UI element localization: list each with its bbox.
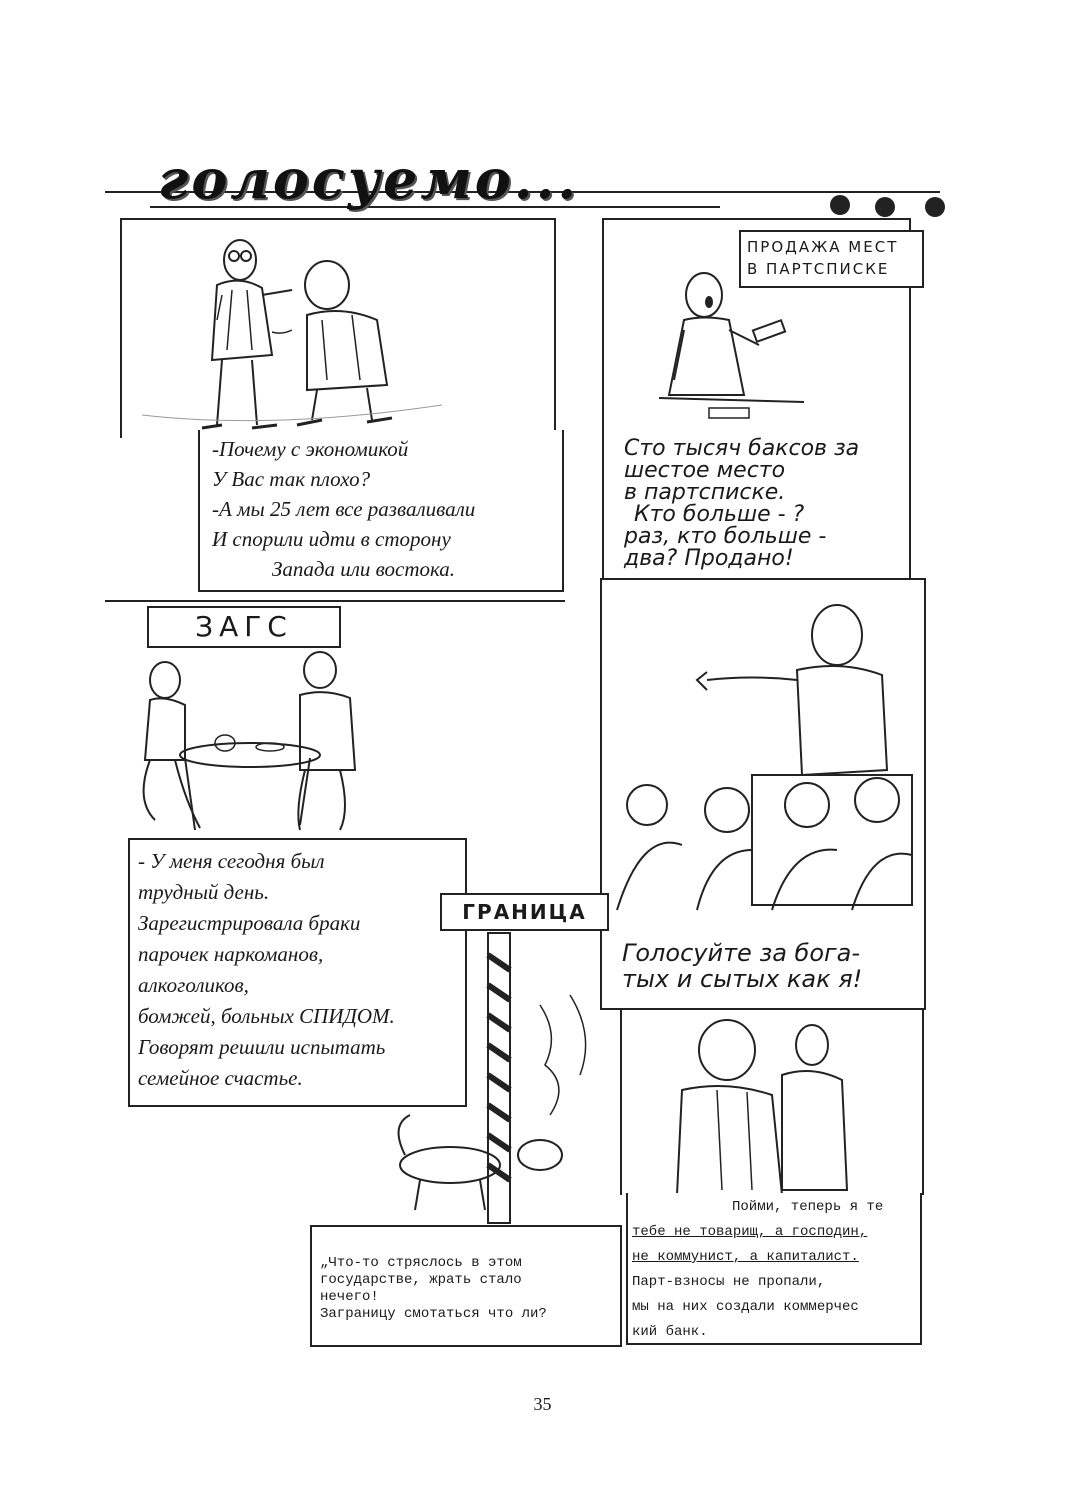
panel-auction — [602, 218, 911, 582]
caption-line: Говорят решили испытать — [138, 1035, 386, 1059]
caption-line: тых и сытых как я! — [622, 965, 863, 993]
caption-line: кий банк. — [632, 1324, 708, 1340]
caption-line: государстве, жрать стало — [320, 1272, 522, 1288]
caption-line: алкоголиков, — [138, 973, 249, 997]
caption-line: -Почему с экономикой — [212, 437, 409, 461]
caption-line: Парт-взносы не пропали, — [632, 1274, 826, 1290]
caption-line: бомжей, больных СПИДОМ. — [138, 1004, 395, 1028]
caption-line: не коммунист, а капиталист. — [632, 1249, 859, 1265]
caption-line: У Вас так плохо? — [212, 467, 371, 491]
caption-line: нечего! — [320, 1289, 379, 1305]
caption-line: И спорили идти в сторону — [212, 527, 451, 551]
panel-economy — [120, 218, 556, 438]
panel-zags — [105, 598, 575, 840]
illustration-speaker-at-podium — [602, 580, 922, 910]
illustration-two-men-arguing — [122, 220, 552, 435]
title-banner — [150, 145, 940, 215]
illustration-auctioneer — [604, 220, 904, 420]
caption-line: тебе не товарищ, а господин, — [632, 1224, 868, 1240]
illustration-border-post-dog — [310, 885, 620, 1225]
caption-capitalist — [626, 1193, 922, 1345]
caption-line: Сто тысяч баксов за — [624, 436, 860, 461]
zags-sign: ЗАГС — [147, 606, 341, 648]
caption-economy — [198, 430, 564, 592]
border-sign: ГРАНИЦА — [440, 893, 609, 931]
caption-line: шестое место — [624, 458, 786, 483]
panel-border — [310, 885, 620, 1345]
caption-line: в партсписке. — [624, 480, 786, 505]
caption-line: трудный день. — [138, 880, 270, 904]
caption-line: Кто больше - ? — [634, 502, 805, 527]
panel-capitalist — [620, 1008, 924, 1195]
caption-line: Запада или востока. — [272, 557, 456, 581]
panel-speaker — [600, 578, 926, 1010]
label-line-2: В ПАРТСПИСКЕ — [747, 260, 890, 278]
caption-line: Голосуйте за бога- — [622, 939, 861, 967]
caption-line: Заграницу смотаться что ли? — [320, 1306, 547, 1322]
caption-line: Зарегистрировала браки — [138, 911, 361, 935]
caption-border — [310, 1225, 622, 1347]
caption-line: два? Продано! — [624, 546, 794, 571]
caption-line: -А мы 25 лет все разваливали — [212, 497, 476, 521]
page-number: 35 — [533, 1394, 552, 1414]
caption-line: „Что-то стряслось в этом — [320, 1255, 522, 1271]
caption-line: - У меня сегодня был — [138, 849, 325, 873]
illustration-two-men-laughing — [622, 1010, 922, 1200]
label-line-1: ПРОДАЖА МЕСТ — [747, 238, 899, 256]
page-title: голосуемо... — [158, 147, 580, 211]
illustration-two-women-at-table — [125, 650, 385, 840]
caption-line: Пойми, теперь я те — [732, 1199, 884, 1215]
caption-line: парочек наркоманов, — [138, 942, 324, 966]
caption-line: мы на них создали коммерчес — [632, 1299, 859, 1315]
caption-line: раз, кто больше - — [624, 524, 827, 549]
caption-line: семейное счастье. — [138, 1066, 303, 1090]
